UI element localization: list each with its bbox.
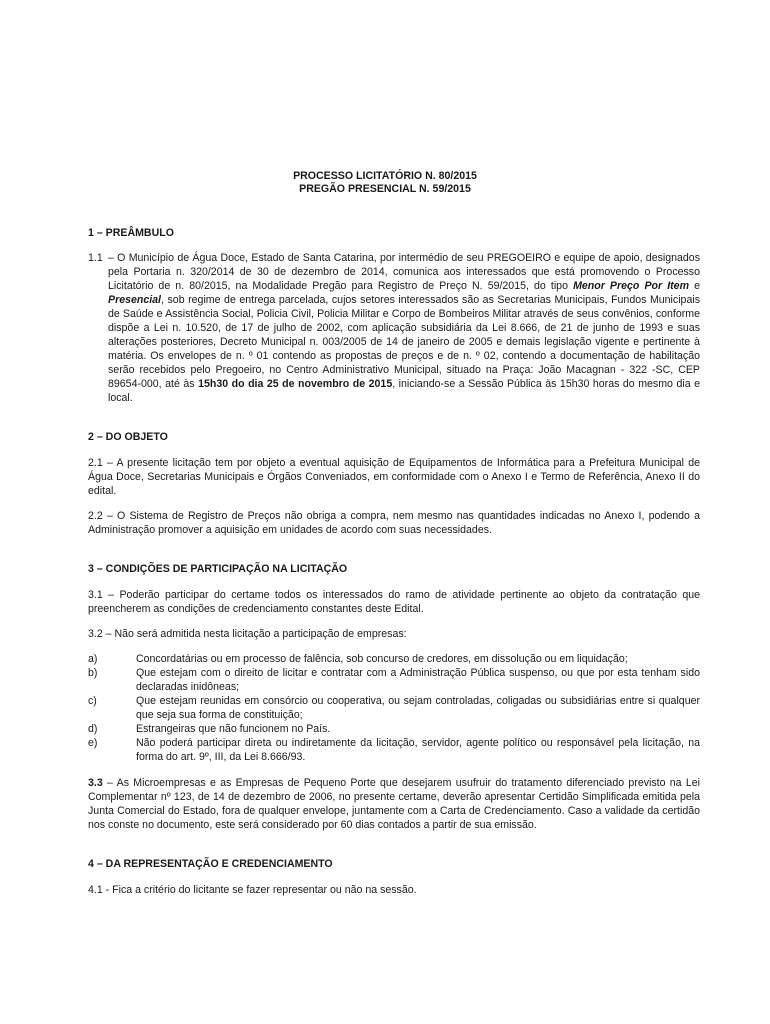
- list-item: a) Concordatárias ou em processo de falência, sob concurso de credores, em dissolução ou em liquidação;: [88, 653, 628, 665]
- list-item: e) Não poderá participar direta ou indiretamente da licitação, servidor, agente político ou responsável pela licitação, na forma do art. 9º, III, da Lei 8.666/93.: [88, 737, 700, 763]
- section-4-heading: 4 – DA REPRESENTAÇÃO E CREDENCIAMENTO: [88, 858, 333, 870]
- clause-3-1: 3.1 – Poderão participar do certame todos os interessados do ramo de atividade pertinente ao objeto da contratação que preencherem as condições de credenciamento constantes deste Edital.: [88, 589, 700, 615]
- auction-number: PREGÃO PRESENCIAL N. 59/2015: [299, 183, 471, 195]
- emphasis-type: Menor Preço Por Item: [573, 280, 689, 292]
- clause-number: 1.1: [88, 252, 103, 264]
- process-number: PROCESSO LICITATÓRIO N. 80/2015: [293, 170, 477, 182]
- deadline-date: 15h30 do dia 25 de novembro de 2015: [198, 378, 393, 390]
- clause-3-3: 3.3 – As Microempresas e as Empresas de Pequeno Porte que desejarem usufruir do tratamento diferenciado previsto na Lei Complementar nº 123, de 14 de dezembro de 2006, no presente certame, deverão apresentar Certidão Simplificada emitida pela Junta Comercial do Estado, fora de qualquer envelope, juntamente com a Carta de Credenciamento. Caso a validade da certidão nos conste no documento, este será considerado por 60 dias contados a partir de sua emissão.: [88, 777, 700, 831]
- section-2-heading: 2 – DO OBJETO: [88, 431, 168, 443]
- section-3-heading: 3 – CONDIÇÕES DE PARTICIPAÇÃO NA LICITAÇÃO: [88, 563, 348, 575]
- clause-text: – O Município de Água Doce, Estado de Santa Catarina, por intermédio de seu PREGOEIRO e equipe de apoio, designados pela Portaria n. 320/2014 de 30 de dezembro de 2014, comunica aos interessados que está promovendo o Processo Licitatório de n. 80/2015, na Modalidade Pregão para Registro de Preço N. 59/2015, do tipo Menor Preço Por Item e Presencial, sob regime de entrega parcelada, cujos setores interessados são as Secretarias Municipais, Fundos Municipais de Saúde e Assistência Social, Policia Civil, Policia Militar e Corpo de Bombeiros Militar através de seus convênios, conforme dispõe a Lei n. 10.520, de 17 de julho de 2002, com aplicação subsidiária da Lei 8.666, de 21 de junho de 1993 e suas alterações posteriores, Decreto Municipal n. 003/2005 de 14 de janeiro de 2005 e demais legislação vigente e pertinente à matéria. Os envelopes de n. º 01 contendo as propostas de preços e de n. º 02, contendo a documentação de habilitação serão recebidos pelo Pregoeiro, no Centro Administrativo Municipal, situado na Praça: João Macagnan - 322 -SC, CEP 89654-000, até às 15h30 do dia 25 de novembro de 2015, iniciando-se a Sessão Pública às 15h30 horas do mesmo dia e local.: [108, 252, 700, 404]
- list-item: b) Que estejam com o direito de licitar e contratar com a Administração Pública suspenso, ou que por esta tenham sido declaradas inidôneas;: [88, 667, 700, 693]
- list-item: d) Estrangeiras que não funcionem no País.: [88, 723, 331, 735]
- clause-1-1: [88, 251, 700, 405]
- emphasis-presencial: Presencial: [108, 294, 162, 306]
- document-body: [88, 226, 700, 897]
- exclusion-list: [88, 652, 700, 764]
- clause-4-1: 4.1 - Fica a critério do licitante se fazer representar ou não na sessão.: [88, 884, 417, 896]
- section-1-heading: 1 – PREÂMBULO: [88, 227, 174, 239]
- clause-2-1: 2.1 – A presente licitação tem por objeto a eventual aquisição de Equipamentos de Informática para a Prefeitura Municipal de Água Doce, Secretarias Municipais e Órgãos Conveniados, em conformidade com o Anexo I e Termo de Referência, Anexo II do edital.: [88, 457, 700, 497]
- list-item: c) Que estejam reunidas em consórcio ou cooperativa, ou sejam controladas, coligadas ou subsidiárias entre si qualquer que seja sua forma de constituição;: [88, 695, 700, 721]
- document-title: [0, 170, 770, 196]
- clause-3-2: 3.2 – Não será admitida nesta licitação a participação de empresas:: [88, 628, 407, 640]
- clause-2-2: 2.2 – O Sistema de Registro de Preços não obriga a compra, nem mesmo nas quantidades indicadas no Anexo I, podendo a Administração promover a aquisição em unidades de acordo com suas necessidades.: [88, 510, 700, 536]
